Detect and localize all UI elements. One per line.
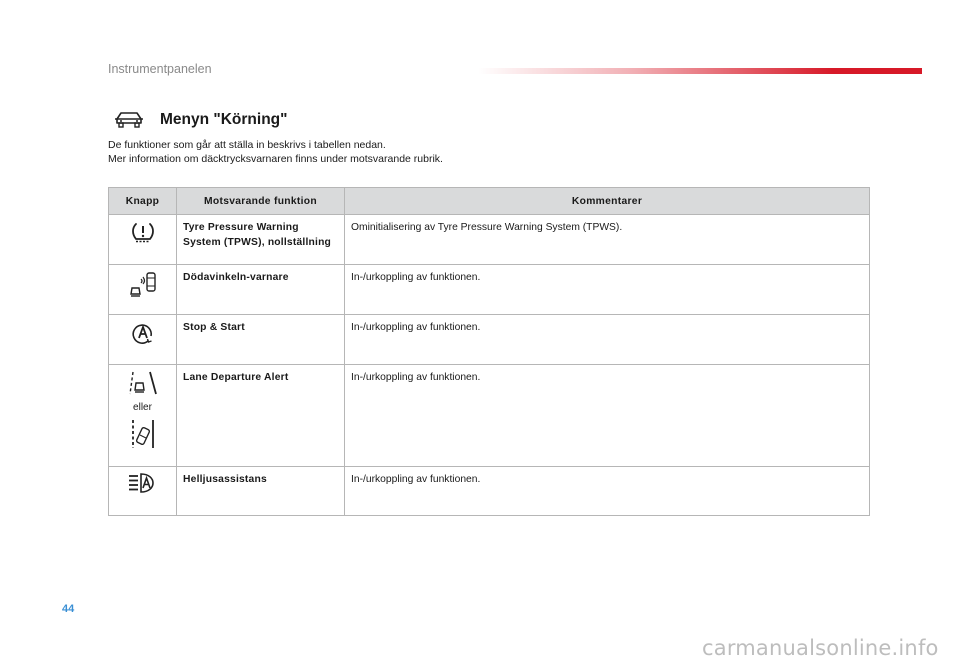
or-label: eller (133, 402, 152, 413)
header-function: Motsvarande funktion (177, 188, 345, 215)
lane-departure-icon (128, 388, 158, 399)
function-name: Lane Departure Alert (177, 365, 345, 467)
intro-line-2: Mer information om däcktrycksvarnaren finns under motsvarande rubrik. (108, 153, 443, 165)
button-cell (109, 315, 177, 365)
function-comment: In-/urkoppling av funktionen. (345, 365, 870, 467)
function-name: Tyre Pressure Warning System (TPWS), nollställning (177, 215, 345, 265)
function-comment: In-/urkoppling av funktionen. (345, 315, 870, 365)
menu-heading (114, 110, 288, 130)
watermark: carmanualsonline.info (702, 636, 939, 660)
function-comment: Ominitialisering av Tyre Pressure Warning System (TPWS). (345, 215, 870, 265)
button-cell (109, 467, 177, 516)
functions-table (108, 187, 870, 516)
function-name: Dödavinkeln-varnare (177, 265, 345, 315)
table-row (109, 365, 870, 467)
button-cell (109, 265, 177, 315)
header-comments: Kommentarer (345, 188, 870, 215)
section-label: Instrumentpanelen (108, 62, 212, 76)
intro-text (108, 138, 443, 166)
function-name: Stop & Start (177, 315, 345, 365)
header-accent-bar (478, 68, 922, 74)
intro-line-1: De funktioner som går att ställa in beskrivs i tabellen nedan. (108, 139, 386, 151)
car-icon (114, 110, 144, 130)
button-cell (109, 365, 177, 467)
blind-spot-icon (128, 292, 158, 303)
function-comment: In-/urkoppling av funktionen. (345, 467, 870, 516)
table-row (109, 315, 870, 365)
table-header-row (109, 188, 870, 215)
page-number: 44 (62, 603, 75, 615)
page-title: Menyn "Körning" (160, 111, 288, 128)
high-beam-assist-icon (127, 486, 159, 497)
function-name: Helljusassistans (177, 467, 345, 516)
tyre-pressure-icon (130, 236, 156, 247)
function-comment: In-/urkoppling av funktionen. (345, 265, 870, 315)
button-cell (109, 215, 177, 265)
table-row (109, 265, 870, 315)
table-row (109, 215, 870, 265)
stop-start-icon (130, 338, 156, 349)
header-button: Knapp (109, 188, 177, 215)
lane-departure-alt-icon (130, 442, 156, 453)
table-row (109, 467, 870, 516)
